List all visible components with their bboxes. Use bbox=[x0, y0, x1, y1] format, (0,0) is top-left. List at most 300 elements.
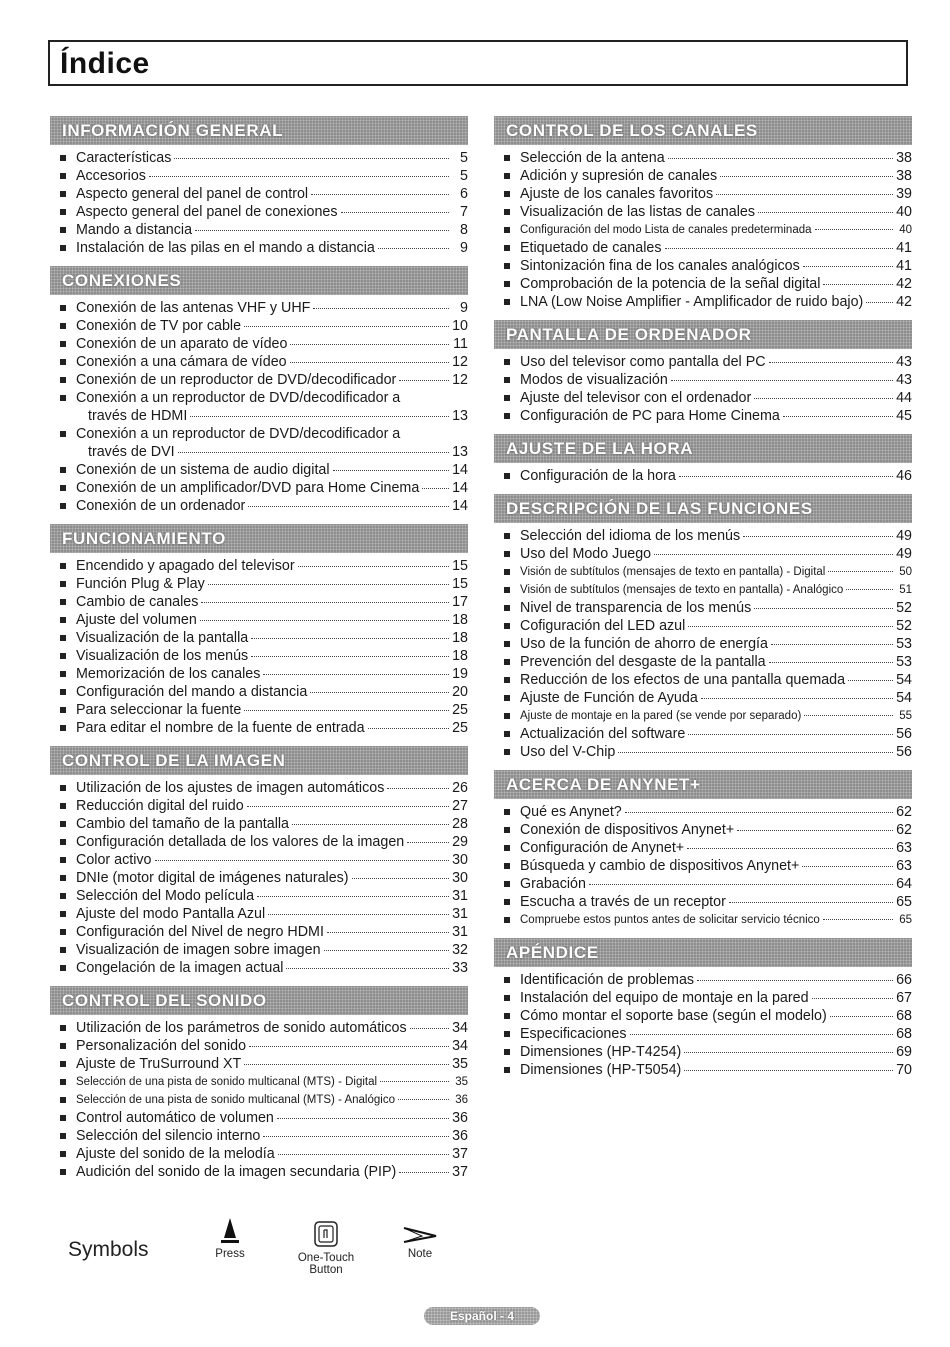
dot-leader bbox=[290, 344, 449, 345]
bullet-square-icon bbox=[60, 1043, 66, 1049]
toc-entry[interactable] bbox=[50, 1091, 468, 1109]
toc-entry[interactable] bbox=[50, 1037, 468, 1055]
bullet-square-icon bbox=[60, 893, 66, 899]
toc-page-number: 38 bbox=[896, 168, 912, 184]
toc-entry[interactable] bbox=[50, 683, 468, 701]
toc-entry[interactable] bbox=[494, 1043, 912, 1061]
toc-page-number: 25 bbox=[452, 720, 468, 736]
bullet-square-icon bbox=[60, 1097, 66, 1103]
dot-leader bbox=[848, 680, 893, 681]
toc-entry-title: Visualización de las listas de canales bbox=[520, 204, 755, 220]
dot-leader bbox=[311, 194, 449, 195]
toc-page-number: 37 bbox=[452, 1146, 468, 1162]
toc-entry[interactable] bbox=[50, 221, 468, 239]
toc-section bbox=[50, 266, 468, 515]
toc-entry[interactable] bbox=[494, 875, 912, 893]
toc-entry[interactable] bbox=[494, 857, 912, 875]
toc-entry-title: Ajuste del volumen bbox=[76, 612, 197, 628]
dot-leader bbox=[754, 608, 893, 609]
toc-entry[interactable] bbox=[494, 803, 912, 821]
toc-entry[interactable] bbox=[494, 893, 912, 911]
toc-entry[interactable] bbox=[50, 203, 468, 221]
bullet-square-icon bbox=[504, 173, 510, 179]
dot-leader bbox=[630, 1034, 894, 1035]
toc-entry[interactable] bbox=[494, 821, 912, 839]
toc-entry[interactable] bbox=[50, 941, 468, 959]
toc-page-number: 9 bbox=[460, 240, 468, 256]
toc-entry[interactable] bbox=[50, 239, 468, 257]
toc-entry-title: Escucha a través de un receptor bbox=[520, 894, 726, 910]
toc-entry[interactable] bbox=[50, 185, 468, 203]
toc-entry-continuation bbox=[76, 407, 468, 425]
toc-entry-title: Especificaciones bbox=[520, 1026, 627, 1042]
bullet-square-icon bbox=[60, 1115, 66, 1121]
toc-entry[interactable] bbox=[50, 905, 468, 923]
toc-entry-title: Búsqueda y cambio de dispositivos Anynet+ bbox=[520, 858, 800, 874]
bullet-square-icon bbox=[504, 623, 510, 629]
toc-page-number: 8 bbox=[460, 222, 468, 238]
toc-entry-title: Reducción digital del ruido bbox=[76, 798, 244, 814]
toc-entry[interactable] bbox=[494, 239, 912, 257]
dot-leader bbox=[247, 806, 449, 807]
dot-leader bbox=[268, 914, 449, 915]
toc-entry-title: Cofiguración del LED azul bbox=[520, 618, 686, 634]
toc-entry[interactable] bbox=[50, 1019, 468, 1037]
bullet-square-icon bbox=[60, 191, 66, 197]
toc-entry-title: Grabación bbox=[520, 876, 586, 892]
toc-page-number: 56 bbox=[896, 744, 912, 760]
toc-entry-title: Dimensiones (HP-T5054) bbox=[520, 1062, 682, 1078]
toc-entry[interactable] bbox=[50, 575, 468, 593]
toc-entry-title: Utilización de los ajustes de imagen automáticos bbox=[76, 780, 385, 796]
toc-page-number: 42 bbox=[896, 276, 912, 292]
toc-entry[interactable] bbox=[50, 719, 468, 737]
toc-entry-title: Conexión de un sistema de audio digital bbox=[76, 462, 330, 478]
bullet-square-icon bbox=[60, 485, 66, 491]
toc-section bbox=[50, 524, 468, 737]
toc-page-number: 10 bbox=[452, 318, 468, 334]
toc-page-number: 49 bbox=[896, 546, 912, 562]
toc-entry[interactable] bbox=[50, 389, 468, 425]
dot-leader bbox=[422, 488, 449, 489]
toc-entry-continuation bbox=[76, 443, 468, 461]
toc-entry[interactable] bbox=[50, 557, 468, 575]
bullet-square-icon bbox=[504, 533, 510, 539]
toc-entry[interactable] bbox=[50, 833, 468, 851]
toc-entry[interactable] bbox=[50, 167, 468, 185]
dot-leader bbox=[248, 506, 449, 507]
toc-entry-title: Visualización de los menús bbox=[76, 648, 249, 664]
note-label: Note bbox=[407, 1248, 433, 1260]
toc-page-number: 43 bbox=[896, 372, 912, 388]
bullet-square-icon bbox=[60, 173, 66, 179]
note-arrow-icon bbox=[402, 1226, 438, 1244]
toc-entry[interactable] bbox=[50, 647, 468, 665]
toc-entry[interactable] bbox=[494, 293, 912, 311]
one-touch-button-icon bbox=[313, 1220, 339, 1248]
toc-entry-title: Configuración de PC para Home Cinema bbox=[520, 408, 780, 424]
section-header: INFORMACIÓN GENERAL bbox=[50, 116, 468, 145]
dot-leader bbox=[754, 398, 893, 399]
toc-entry[interactable] bbox=[494, 185, 912, 203]
dot-leader bbox=[195, 230, 449, 231]
toc-entry[interactable] bbox=[494, 275, 912, 293]
bullet-square-icon bbox=[504, 281, 510, 287]
toc-page-number: 7 bbox=[460, 204, 468, 220]
bullet-square-icon bbox=[504, 413, 510, 419]
toc-page-number: 31 bbox=[452, 888, 468, 904]
dot-leader bbox=[298, 566, 449, 567]
toc-page-number: 29 bbox=[452, 834, 468, 850]
toc-entry[interactable] bbox=[494, 407, 912, 425]
toc-entry-title: Para seleccionar la fuente bbox=[76, 702, 242, 718]
toc-entry-title: Conexión de un amplificador/DVD para Home Cinema bbox=[76, 480, 420, 496]
toc-entry[interactable] bbox=[50, 869, 468, 887]
toc-section bbox=[494, 494, 912, 761]
bullet-square-icon bbox=[504, 299, 510, 305]
toc-entry-title: Cambio de canales bbox=[76, 594, 199, 610]
toc-page-number: 13 bbox=[452, 444, 468, 460]
toc-entry[interactable] bbox=[494, 839, 912, 857]
page-title: Índice bbox=[60, 47, 150, 80]
bullet-square-icon bbox=[60, 305, 66, 311]
toc-entry[interactable] bbox=[494, 203, 912, 221]
toc-entry-title: Conexión de dispositivos Anynet+ bbox=[520, 822, 735, 838]
toc-entry[interactable] bbox=[50, 923, 468, 941]
toc-entry[interactable] bbox=[50, 665, 468, 683]
toc-page-number: 46 bbox=[896, 468, 912, 484]
toc-entry-title: Memorización de los canales bbox=[76, 666, 261, 682]
bullet-square-icon bbox=[60, 857, 66, 863]
left-column bbox=[50, 116, 468, 1190]
dot-leader bbox=[368, 728, 449, 729]
toc-entry[interactable] bbox=[50, 593, 468, 611]
dot-leader bbox=[190, 416, 449, 417]
bullet-square-icon bbox=[60, 581, 66, 587]
toc-entry[interactable] bbox=[494, 617, 912, 635]
toc-entry[interactable] bbox=[494, 743, 912, 761]
toc-page-number: 54 bbox=[896, 690, 912, 706]
bullet-square-icon bbox=[504, 809, 510, 815]
toc-page-number: 38 bbox=[896, 150, 912, 166]
toc-page-number: 15 bbox=[452, 558, 468, 574]
section-header: CONTROL DE LOS CANALES bbox=[494, 116, 912, 145]
toc-page-number: 67 bbox=[896, 990, 912, 1006]
toc-page-number: 17 bbox=[452, 594, 468, 610]
bullet-square-icon bbox=[504, 1067, 510, 1073]
toc-entry[interactable] bbox=[50, 629, 468, 647]
toc-entry-title: Modos de visualización bbox=[520, 372, 668, 388]
toc-page-number: 34 bbox=[452, 1020, 468, 1036]
toc-page-number: 19 bbox=[452, 666, 468, 682]
bullet-square-icon bbox=[60, 341, 66, 347]
bullet-square-icon bbox=[504, 863, 510, 869]
dot-leader bbox=[249, 1046, 449, 1047]
toc-page-number: 68 bbox=[896, 1026, 912, 1042]
toc-page-number: 18 bbox=[452, 612, 468, 628]
toc-entry[interactable] bbox=[50, 1055, 468, 1073]
dot-leader bbox=[684, 1070, 893, 1071]
toc-entry[interactable] bbox=[50, 1127, 468, 1145]
toc-entry[interactable] bbox=[494, 371, 912, 389]
toc-page-number: 53 bbox=[896, 636, 912, 652]
bullet-square-icon bbox=[60, 635, 66, 641]
toc-entry[interactable] bbox=[494, 1007, 912, 1025]
toc-page-number: 52 bbox=[896, 618, 912, 634]
toc-page-number: 31 bbox=[452, 906, 468, 922]
toc-entry[interactable] bbox=[494, 911, 912, 929]
dot-leader bbox=[665, 248, 894, 249]
toc-entry-title: Ajuste de montaje en la pared (se vende por separado) bbox=[520, 710, 802, 722]
toc-page-number: 35 bbox=[455, 1076, 468, 1088]
toc-entry[interactable] bbox=[494, 689, 912, 707]
bullet-square-icon bbox=[60, 359, 66, 365]
toc-entry-title: Dimensiones (HP-T4254) bbox=[520, 1044, 682, 1060]
dot-leader bbox=[802, 866, 893, 867]
toc-entry-title: Selección de la antena bbox=[520, 150, 665, 166]
dot-leader bbox=[277, 1118, 449, 1119]
toc-entry[interactable] bbox=[494, 989, 912, 1007]
toc-entry[interactable] bbox=[50, 959, 468, 977]
toc-entry-title: Ajuste de Función de Ayuda bbox=[520, 690, 698, 706]
toc-entry[interactable] bbox=[494, 581, 912, 599]
dot-leader bbox=[654, 554, 893, 555]
bullet-square-icon bbox=[504, 155, 510, 161]
toc-entry-title: Reducción de los efectos de una pantalla quemada bbox=[520, 672, 846, 688]
dot-leader bbox=[201, 602, 449, 603]
toc-entry[interactable] bbox=[494, 167, 912, 185]
toc-entry-title: Selección de una pista de sonido multicanal (MTS) - Digital bbox=[76, 1076, 378, 1088]
dot-leader bbox=[823, 284, 893, 285]
toc-entry[interactable] bbox=[50, 1073, 468, 1091]
toc-entry-title: Conexión a un reproductor de DVD/decodificador a bbox=[76, 390, 401, 406]
bullet-square-icon bbox=[504, 641, 510, 647]
toc-entry[interactable] bbox=[494, 257, 912, 275]
dot-leader bbox=[178, 452, 449, 453]
toc-entry-title: Ajuste del modo Pantalla Azul bbox=[76, 906, 266, 922]
toc-entry[interactable] bbox=[494, 389, 912, 407]
toc-entry[interactable] bbox=[50, 335, 468, 353]
toc-entry-title: Adición y supresión de canales bbox=[520, 168, 718, 184]
toc-entry[interactable] bbox=[494, 545, 912, 563]
toc-entry[interactable] bbox=[50, 371, 468, 389]
toc-entry[interactable] bbox=[494, 599, 912, 617]
dot-leader bbox=[803, 266, 893, 267]
toc-page-number: 45 bbox=[896, 408, 912, 424]
bullet-square-icon bbox=[60, 947, 66, 953]
toc-page-number: 26 bbox=[452, 780, 468, 796]
toc-entry-title: Mando a distancia bbox=[76, 222, 193, 238]
dot-leader bbox=[729, 902, 893, 903]
toc-entry[interactable] bbox=[50, 497, 468, 515]
dot-leader bbox=[679, 476, 893, 477]
toc-entry[interactable] bbox=[494, 563, 912, 581]
dot-leader bbox=[263, 1136, 449, 1137]
dot-leader bbox=[313, 308, 449, 309]
dot-leader bbox=[380, 1081, 449, 1082]
toc-page-number: 50 bbox=[899, 566, 912, 578]
toc-entry[interactable] bbox=[50, 1163, 468, 1181]
toc-entry-title: Congelación de la imagen actual bbox=[76, 960, 284, 976]
toc-entry[interactable] bbox=[494, 707, 912, 725]
toc-entry[interactable] bbox=[50, 851, 468, 869]
bullet-square-icon bbox=[60, 1151, 66, 1157]
toc-entry[interactable] bbox=[494, 149, 912, 167]
symbols-label: Symbols bbox=[68, 1238, 149, 1261]
toc-page-number: 70 bbox=[896, 1062, 912, 1078]
dot-leader bbox=[846, 589, 893, 590]
toc-page-number: 12 bbox=[452, 372, 468, 388]
bullet-square-icon bbox=[504, 209, 510, 215]
toc-entry-title: Aspecto general del panel de conexiones bbox=[76, 204, 338, 220]
bullet-square-icon bbox=[504, 713, 510, 719]
dot-leader bbox=[828, 571, 893, 572]
toc-entry[interactable] bbox=[50, 701, 468, 719]
dot-leader bbox=[720, 176, 893, 177]
toc-page-number: 62 bbox=[896, 804, 912, 820]
toc-entry[interactable] bbox=[494, 221, 912, 239]
toc-entry-title: Conexión de un ordenador bbox=[76, 498, 246, 514]
one-touch-label: One-Touch bbox=[297, 1252, 355, 1264]
dot-leader bbox=[823, 919, 893, 920]
dot-leader bbox=[815, 229, 893, 230]
toc-entry[interactable] bbox=[50, 797, 468, 815]
toc-entry-title: Ajuste de TruSurround XT bbox=[76, 1056, 242, 1072]
toc-page-number: 14 bbox=[452, 480, 468, 496]
toc-entry[interactable] bbox=[50, 815, 468, 833]
toc-entry[interactable] bbox=[494, 467, 912, 485]
toc-entry[interactable] bbox=[494, 671, 912, 689]
bullet-square-icon bbox=[60, 1169, 66, 1175]
dot-leader bbox=[149, 176, 449, 177]
toc-page-number: 35 bbox=[452, 1056, 468, 1072]
toc-entry[interactable] bbox=[494, 353, 912, 371]
bullet-square-icon bbox=[504, 977, 510, 983]
toc-entry[interactable] bbox=[494, 1025, 912, 1043]
dot-leader bbox=[174, 158, 449, 159]
bullet-square-icon bbox=[60, 707, 66, 713]
bullet-square-icon bbox=[60, 503, 66, 509]
bullet-square-icon bbox=[60, 785, 66, 791]
bullet-square-icon bbox=[60, 803, 66, 809]
toc-page-number: 42 bbox=[896, 294, 912, 310]
toc-entry[interactable] bbox=[494, 971, 912, 989]
toc-section bbox=[50, 746, 468, 977]
toc-entry[interactable] bbox=[50, 611, 468, 629]
toc-entry[interactable] bbox=[50, 779, 468, 797]
toc-entry-title-line2: través de DVI bbox=[88, 444, 175, 460]
dot-leader bbox=[716, 194, 893, 195]
bullet-square-icon bbox=[60, 323, 66, 329]
dot-leader bbox=[668, 158, 893, 159]
toc-entry-title: Configuración detallada de los valores de la imagen bbox=[76, 834, 405, 850]
bullet-square-icon bbox=[504, 1013, 510, 1019]
dot-leader bbox=[244, 1064, 449, 1065]
dot-leader bbox=[830, 1016, 893, 1017]
toc-entry[interactable] bbox=[50, 1145, 468, 1163]
bullet-square-icon bbox=[60, 671, 66, 677]
dot-leader bbox=[684, 1052, 893, 1053]
toc-list bbox=[50, 299, 468, 515]
bullet-square-icon bbox=[504, 881, 510, 887]
toc-entry[interactable] bbox=[50, 299, 468, 317]
page-number-badge: Español - 4 bbox=[424, 1307, 540, 1325]
dot-leader bbox=[743, 536, 893, 537]
toc-page-number: 41 bbox=[896, 258, 912, 274]
toc-entry[interactable] bbox=[494, 527, 912, 545]
toc-entry[interactable] bbox=[494, 725, 912, 743]
toc-page-number: 40 bbox=[896, 204, 912, 220]
section-header: DESCRIPCIÓN DE LAS FUNCIONES bbox=[494, 494, 912, 523]
dot-leader bbox=[286, 968, 449, 969]
bullet-square-icon bbox=[60, 965, 66, 971]
toc-page-number: 65 bbox=[899, 914, 912, 926]
toc-entry-title: Nivel de transparencia de los menús bbox=[520, 600, 752, 616]
bullet-square-icon bbox=[504, 263, 510, 269]
dot-leader bbox=[387, 788, 449, 789]
dot-leader bbox=[804, 715, 893, 716]
dot-leader bbox=[399, 1172, 449, 1173]
toc-entry[interactable] bbox=[494, 1061, 912, 1079]
toc-entry[interactable] bbox=[50, 887, 468, 905]
toc-entry-title: Configuración de Anynet+ bbox=[520, 840, 685, 856]
toc-entry-title: Etiquetado de canales bbox=[520, 240, 662, 256]
toc-entry-title: Visión de subtítulos (mensajes de texto en pantalla) - Analógico bbox=[520, 584, 844, 596]
toc-section bbox=[494, 770, 912, 929]
dot-leader bbox=[399, 380, 449, 381]
toc-entry-title: Ajuste de los canales favoritos bbox=[520, 186, 714, 202]
toc-entry[interactable] bbox=[50, 425, 468, 461]
bullet-square-icon bbox=[504, 245, 510, 251]
bullet-square-icon bbox=[504, 227, 510, 233]
bullet-square-icon bbox=[60, 929, 66, 935]
toc-page-number: 34 bbox=[452, 1038, 468, 1054]
dot-leader bbox=[589, 884, 893, 885]
toc-section bbox=[494, 938, 912, 1079]
toc-page-number: 18 bbox=[452, 648, 468, 664]
section-header: CONEXIONES bbox=[50, 266, 468, 295]
toc-list bbox=[494, 149, 912, 311]
toc-entry[interactable] bbox=[50, 353, 468, 371]
toc-entry-title: Selección del idioma de los menús bbox=[520, 528, 741, 544]
toc-entry-title: Uso del televisor como pantalla del PC bbox=[520, 354, 766, 370]
toc-entry[interactable] bbox=[50, 317, 468, 335]
toc-entry-title: Selección de una pista de sonido multicanal (MTS) - Analógico bbox=[76, 1094, 395, 1106]
toc-entry[interactable] bbox=[50, 1109, 468, 1127]
toc-entry[interactable] bbox=[494, 635, 912, 653]
toc-entry-title: Color activo bbox=[76, 852, 152, 868]
toc-page-number: 11 bbox=[453, 336, 468, 352]
dot-leader bbox=[688, 734, 893, 735]
bullet-square-icon bbox=[504, 1049, 510, 1055]
toc-entry[interactable] bbox=[50, 461, 468, 479]
toc-entry-title: Selección del silencio interno bbox=[76, 1128, 261, 1144]
toc-page-number: 40 bbox=[899, 224, 912, 236]
toc-entry[interactable] bbox=[50, 149, 468, 167]
toc-entry-title: Configuración del modo Lista de canales predeterminada bbox=[520, 224, 812, 236]
bullet-square-icon bbox=[504, 1031, 510, 1037]
toc-entry-title: Cambio del tamaño de la pantalla bbox=[76, 816, 290, 832]
press-icon bbox=[219, 1216, 241, 1244]
toc-entry[interactable] bbox=[50, 479, 468, 497]
section-header: ACERCA DE ANYNET+ bbox=[494, 770, 912, 799]
bullet-square-icon bbox=[504, 677, 510, 683]
dot-leader bbox=[378, 248, 449, 249]
toc-entry-title: Control automático de volumen bbox=[76, 1110, 274, 1126]
section-header: CONTROL DEL SONIDO bbox=[50, 986, 468, 1015]
toc-entry[interactable] bbox=[494, 653, 912, 671]
bullet-square-icon bbox=[504, 473, 510, 479]
